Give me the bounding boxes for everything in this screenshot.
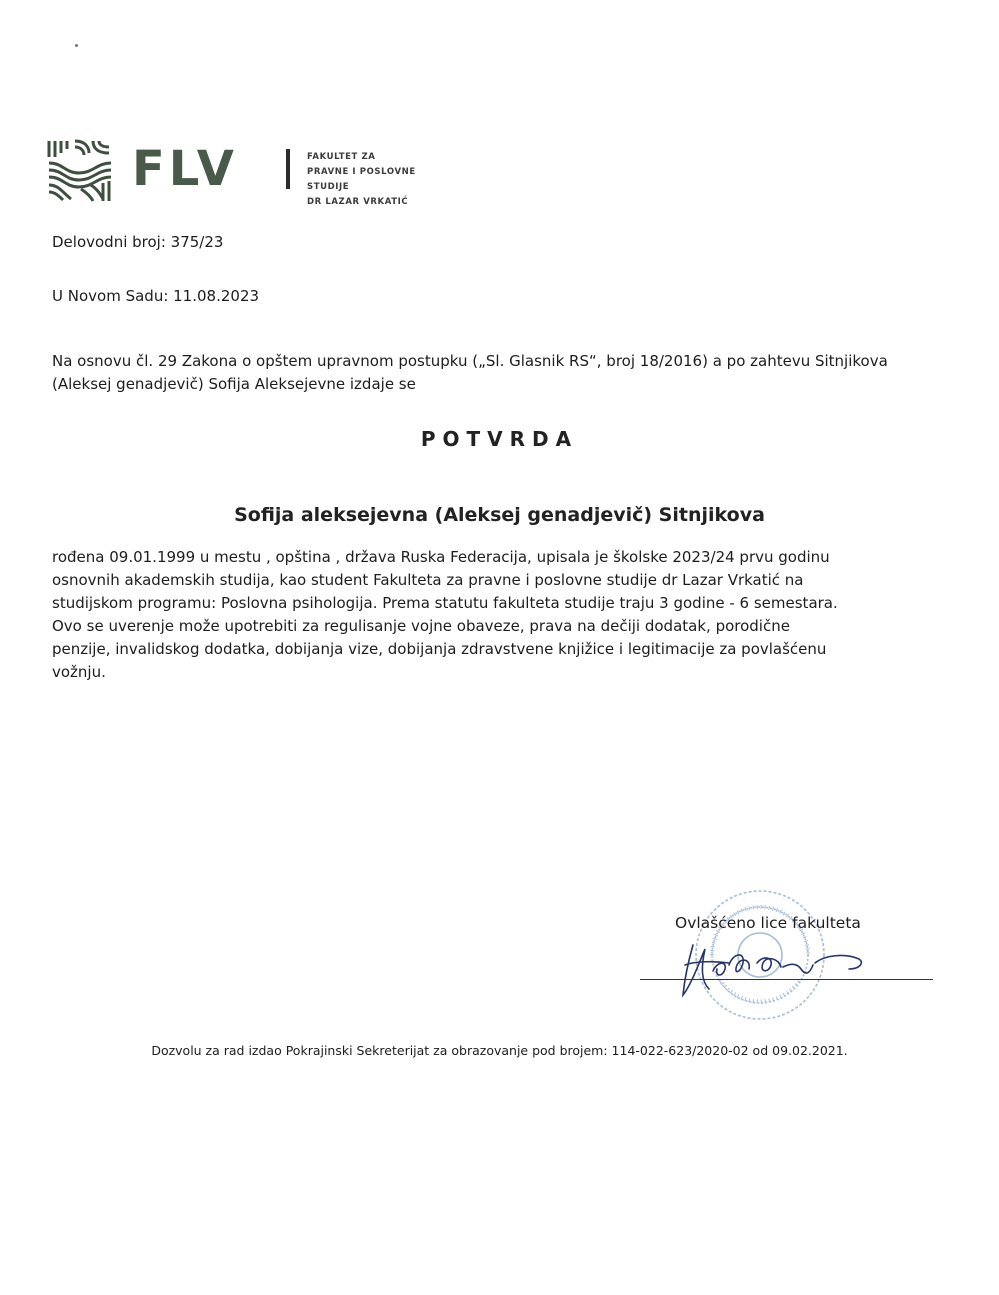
body-paragraph [52,546,952,684]
body-line: vožnju. [52,663,106,681]
wave-pattern-icon [47,137,113,203]
place-and-date: U Novom Sadu: 11.08.2023 [52,287,260,305]
faculty-name-line1: FAKULTET ZA [307,152,376,162]
faculty-logo [47,137,447,207]
body-line: studijskom programu: Poslovna psihologija. Prema statutu fakulteta studije traju 3 godine - 6 semestara. [52,594,838,612]
signature-line [640,979,933,980]
intro-paragraph: Na osnovu čl. 29 Zakona o opštem upravnom postupku („Sl. Glasnik RS“, broj 18/2016) a po zahtevu Sitnjikova (Aleksej genadjevič) Sofija Aleksejevne izdaje se [52,352,888,393]
scan-speck [75,44,78,47]
body-line: osnovnih akademskih studija, kao student Fakulteta za pravne i poslovne studije dr Lazar Vrkatić na [52,571,804,589]
faculty-name-line3: DR LAZAR VRKATIĆ [307,197,409,207]
student-name: Sofija aleksejevna (Aleksej genadjevič) Sitnjikova [234,504,765,526]
body-line: rođena 09.01.1999 u mestu , opština , država Ruska Federacija, upisala je školske 2023/24 prvu godinu [52,548,830,566]
logo-abbreviation: FLV [132,141,238,197]
license-footer: Dozvolu za rad izdao Pokrajinski Sekreterijat za obrazovanje pod brojem: 114-022-623/2020-02 od 09.02.2021. [151,1043,848,1058]
faculty-name [307,150,447,210]
document-title: POTVRDA [420,427,579,451]
reference-number: Delovodni broj: 375/23 [52,233,224,251]
body-line: penzije, invalidskog dodatka, dobijanja vize, dobijanja zdravstvene knjižice i legitimacije za povlašćenu [52,640,827,658]
logo-divider [286,149,290,189]
faculty-name-line2: PRAVNE I POSLOVNE STUDIJE [307,167,416,192]
signatory-label: Ovlašćeno lice fakulteta [675,914,861,932]
handwritten-signature [665,925,875,1005]
body-line: Ovo se uverenje može upotrebiti za regulisanje vojne obaveze, prava na dečiji dodatak, porodične [52,617,790,635]
